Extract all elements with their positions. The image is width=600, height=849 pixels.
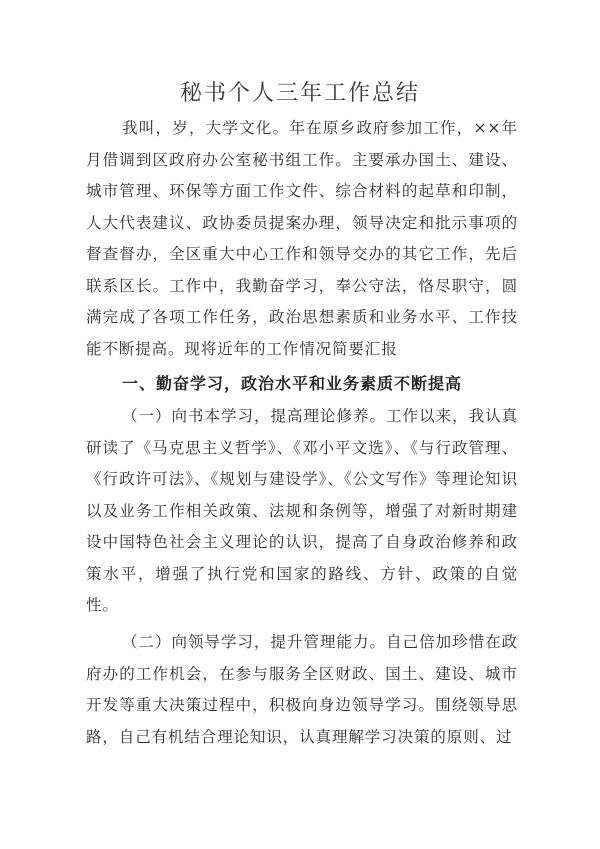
intro-paragraph: 我叫，岁，大学文化。年在原乡政府参加工作，××年月借调到区政府办公室秘书组工作。主要承办国土、建设、城市管理、环保等方面工作文件、综合材料的起草和印制，人大代表建议、政协委员提案办理，领导决定和批示事项的督查督办，全区重大中心工作和领导交办的其它工作，先后联系区长。工作中，我勤奋学习，奉公守法，恪尽职守，圆满完成了各项工作任务，政治思想素质和业务水平、工作技能不断提高。现将近年的工作情况简要汇报 bbox=[86, 119, 518, 358]
study-leaders-paragraph: （二）向领导学习，提升管理能力。自己倍加珍惜在政府办的工作机会，在参与服务全区财政、国土、建设、城市开发等重大决策过程中，积极向身边领导学习。围绕领导思路，自己有机结合理论知识，认真理解学习决策的原则、过 bbox=[86, 633, 518, 746]
document-title: 秘书个人三年工作总结 bbox=[179, 80, 420, 106]
study-books-paragraph: （一）向书本学习，提高理论修养。工作以来，我认真研读了《马克思主义哲学》、《邓小平文选》、《与行政管理、《行政许可法》、《规划与建设学》、《公文写作》等理论知识以及业务工作相关政策、法规和条例等，增强了对新时期建设中国特色社会主义理论的认识，提高了自身政治修养和政策水平，增强了执行党和国家的路线、方针、政策的自觉性。 bbox=[86, 407, 518, 614]
section-heading: 一、勤奋学习，政治水平和业务素质不断提高 bbox=[122, 374, 463, 393]
